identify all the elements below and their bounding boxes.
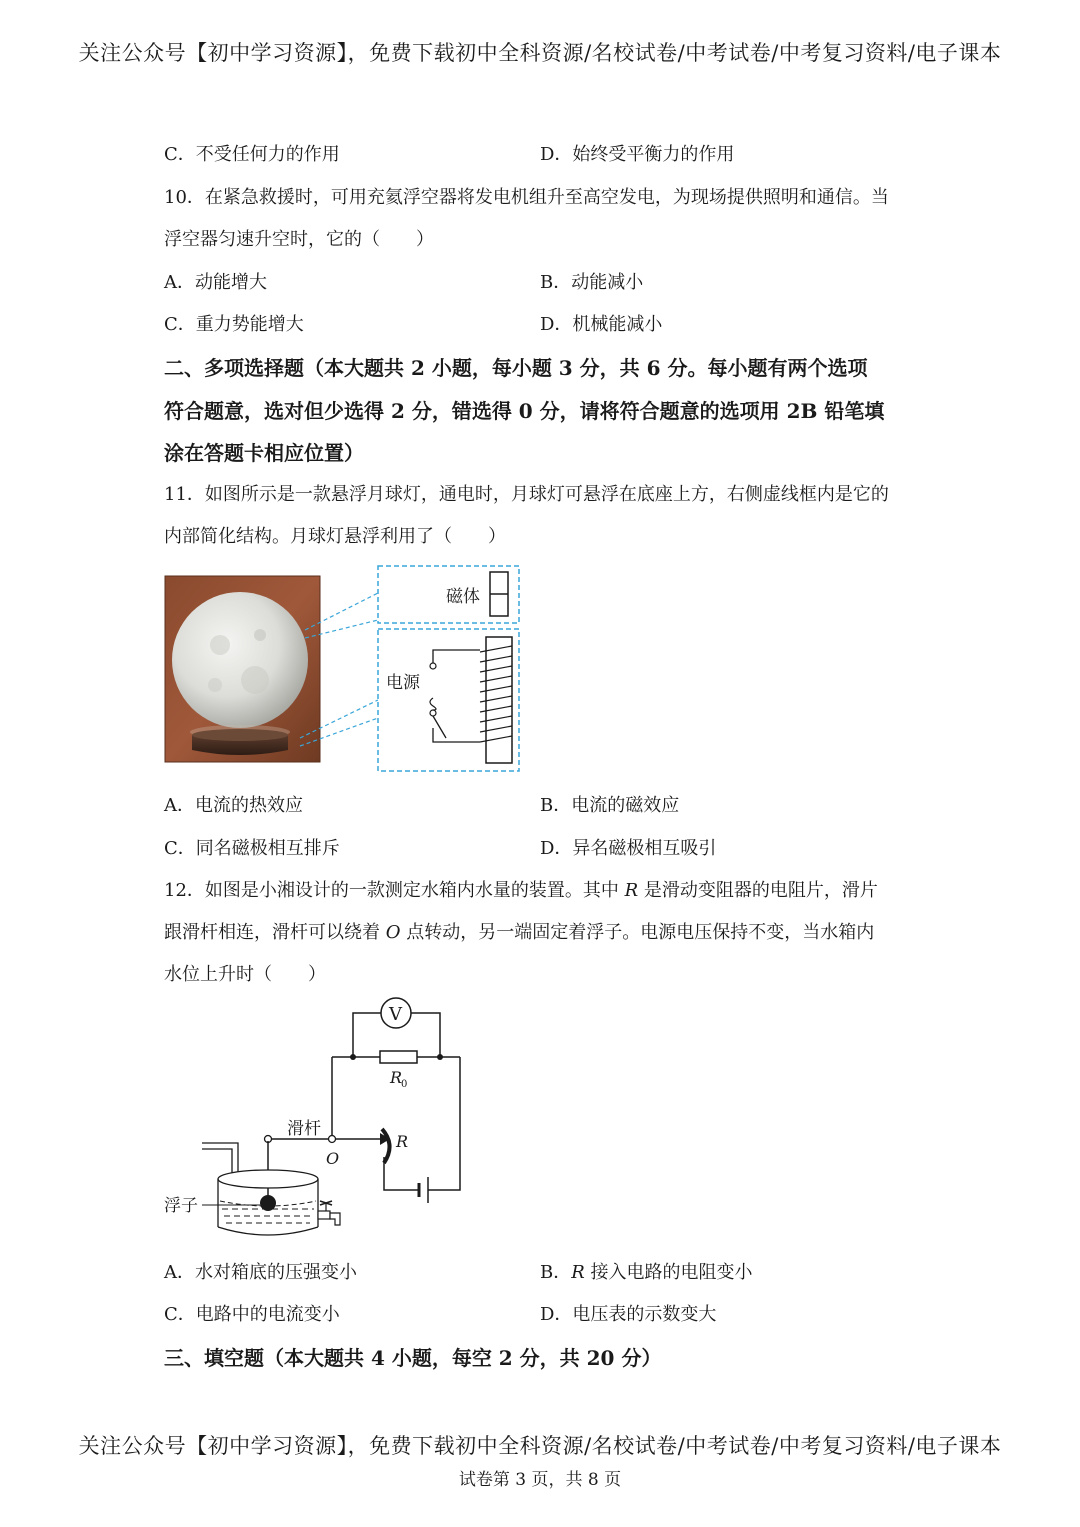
q11-option-a: A．电流的热效应 [164,795,303,816]
q12-option-d: D．电压表的示数变大 [540,1304,717,1325]
page-number: 试卷第 3 页，共 8 页 [458,1470,622,1490]
q12-option-a: A．水对箱底的压强变小 [164,1262,357,1283]
battery [384,1157,428,1203]
r0-label: R [390,1068,403,1087]
voltmeter [353,998,440,1057]
magnet-label: 磁体 [446,587,480,607]
water-tank [218,1170,318,1235]
float-ball [260,1195,276,1211]
q10-option-b: B．动能减小 [540,272,644,293]
q12-option-b-text: 接入电路的电阻变小 [584,1262,753,1283]
float-label: 浮子 [164,1196,198,1216]
q12-stem-line2-b: 点转动，另一端固定着浮子。电源电压保持不变，当水箱内 [400,922,875,943]
q12-option-b [540,1258,753,1284]
q12-stem-line1-a: 12．如图是小湘设计的一款测定水箱内水量的装置。其中 [164,880,625,901]
q10-option-a: A．动能增大 [164,272,267,293]
moon-sphere [172,592,308,728]
moon-lamp-photo [165,576,320,762]
top-banner: 关注公众号【初中学习资源】，免费下载初中全科资源/名校试卷/中考试卷/中考复习资料/电子课本 [78,41,1002,65]
q12-stem-line2-a: 跟滑杆相连，滑杆可以绕着 [164,922,386,943]
q12-stem-line1-b: 是滑动变阻器的电阻片，滑片 [638,880,878,901]
q12-option-b-var-r: R [571,1262,585,1283]
q10-option-d: D．机械能减小 [540,314,663,335]
q11-stem-line1: 11．如图所示是一款悬浮月球灯，通电时，月球灯可悬浮在底座上方，右侧虚线框内是它的 [164,484,889,505]
q11-option-d: D．异名磁极相互吸引 [540,838,717,859]
q12-stem-line2 [164,918,874,944]
q11-stem-line2: 内部简化结构。月球灯悬浮利用了（ ） [164,526,506,547]
electromagnet-circuit [430,637,512,763]
q12-stem-var-r: R [624,880,639,901]
bottom-banner: 关注公众号【初中学习资源】，免费下载初中全科资源/名校试卷/中考试卷/中考复习资料/电子课本 [78,1434,1002,1458]
section3-heading: 三、填空题（本大题共 4 小题，每空 2 分，共 20 分） [164,1346,662,1370]
q12-stem-var-o: O [385,922,401,943]
section2-heading-line3: 涂在答题卡相应位置） [164,441,364,465]
r0-subscript: 0 [401,1079,408,1090]
voltmeter-label: V [389,1004,402,1025]
water-level-figure [160,995,480,1245]
pivot-label: O [326,1149,340,1168]
q10-stem-line2: 浮空器匀速升空时，它的（ ） [164,229,434,250]
power-label: 电源 [386,673,420,693]
q12-stem-line3: 水位上升时（ ） [164,964,326,985]
rod-label: 滑杆 [287,1119,321,1139]
q9-option-d: D．始终受平衡力的作用 [540,144,735,165]
moon-lamp-figure [160,560,530,780]
q12-stem-line1 [164,876,878,902]
q10-option-c: C．重力势能增大 [164,314,304,335]
r-label: R [396,1132,409,1151]
q12-option-c: C．电路中的电流变小 [164,1304,340,1325]
q11-option-b: B．电流的磁效应 [540,795,680,816]
resistor-r0 [380,1051,417,1063]
section2-heading-line2: 符合题意，选对但少选得 2 分，错选得 0 分，请将符合题意的选项用 2B 铅笔填 [164,399,885,423]
q11-option-c: C．同名磁极相互排斥 [164,838,340,859]
faucet-icon [318,1201,340,1225]
q9-option-c: C．不受任何力的作用 [164,144,340,165]
q10-stem-line1: 10．在紧急救援时，可用充氦浮空器将发电机组升至高空发电，为现场提供照明和通信。当 [164,187,889,208]
section2-heading-line1: 二、多项选择题（本大题共 2 小题，每小题 3 分，共 6 分。每小题有两个选项 [164,356,868,380]
pivot-o [329,1136,336,1143]
rheostat-r [382,1129,390,1163]
q12-option-b-prefix: B． [540,1262,572,1283]
